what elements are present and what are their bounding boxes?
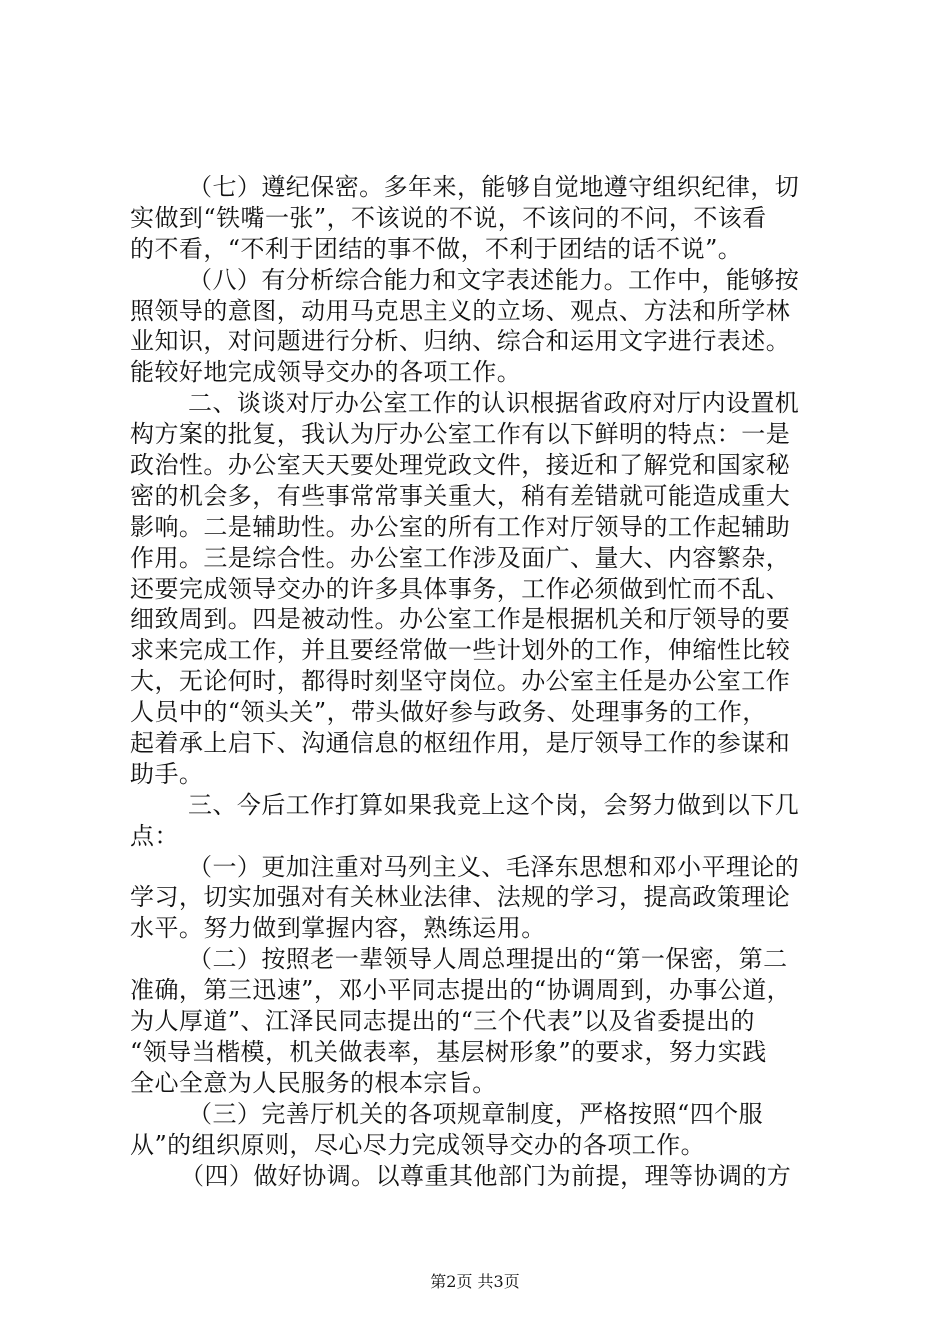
text-line: 二、谈谈对厅办公室工作的认识根据省政府对厅内设置机	[188, 389, 800, 418]
document-body	[130, 172, 830, 1191]
text-line: （七）遵纪保密。多年来，能够自觉地遵守组织纪律，切	[188, 173, 800, 201]
text-line: 求来完成工作，并且要经常做一些计划外的工作，伸缩性比较	[130, 636, 791, 665]
text-line: 的不看，“不利于团结的事不做，不利于团结的话不说”。	[130, 234, 743, 263]
text-line: 准确，第三迅速”，邓小平同志提出的“协调周到，办事公道，	[130, 976, 792, 1005]
text-line: 人员中的“领头关”，带头做好参与政务、处理事务的工作，	[130, 698, 767, 727]
text-line: （四）做好协调。以尊重其他部门为前提，理等协调的方	[180, 1161, 792, 1190]
text-line: 细致周到。四是被动性。办公室工作是根据机关和厅领导的要	[130, 605, 791, 634]
text-line: （三）完善厅机关的各项规章制度，严格按照“四个服	[188, 1099, 764, 1128]
text-line: 大，无论何时，都得时刻坚守岗位。办公室主任是办公室工作	[130, 667, 791, 696]
text-line: 还要完成领导交办的许多具体事务，工作必须做到忙而不乱、	[130, 574, 791, 603]
text-line: 影响。二是辅助性。办公室的所有工作对厅领导的工作起辅助	[130, 512, 791, 541]
page-number-footer: 第2页 共3页	[430, 1272, 520, 1291]
text-line: （二）按照老一辈领导人周总理提出的“第一保密，第二	[188, 945, 788, 974]
text-line: 照领导的意图，动用马克思主义的立场、观点、方法和所学林	[130, 296, 791, 325]
text-line: 点：	[130, 821, 179, 850]
text-line: 三、今后工作打算如果我竞上这个岗，会努力做到以下几	[188, 790, 800, 819]
text-line: 起着承上启下、沟通信息的枢纽作用，是厅领导工作的参谋和	[130, 729, 791, 758]
text-line: 密的机会多，有些事常常事关重大，稍有差错就可能造成重大	[130, 481, 791, 510]
text-line: （八）有分析综合能力和文字表述能力。工作中，能够按	[188, 265, 800, 294]
text-line: 政治性。办公室天天要处理党政文件，接近和了解党和国家秘	[130, 451, 791, 480]
text-line: 能较好地完成领导交办的各项工作。	[130, 358, 522, 387]
text-line: 从”的组织原则，尽心尽力完成领导交办的各项工作。	[130, 1130, 706, 1159]
text-line: （一）更加注重对马列主义、毛泽东思想和邓小平理论的	[188, 852, 800, 881]
text-line: 水平。努力做到掌握内容，熟练运用。	[130, 914, 546, 943]
text-line: 为人厚道”、江泽民同志提出的“三个代表”以及省委提出的	[130, 1007, 755, 1036]
text-line: 实做到“铁嘴一张”，不该说的不说，不该问的不问，不该看	[130, 203, 767, 232]
text-line: 构方案的批复，我认为厅办公室工作有以下鲜明的特点：一是	[130, 420, 791, 449]
text-line: 助手。	[130, 759, 204, 788]
text-line: 作用。三是综合性。办公室工作涉及面广、量大、内容繁杂，	[130, 543, 791, 572]
text-line: 业知识，对问题进行分析、归纳、综合和运用文字进行表述。	[130, 327, 791, 356]
text-line: 学习，切实加强对有关林业法律、法规的学习，提高政策理论	[130, 883, 791, 912]
text-line: “领导当楷模，机关做表率，基层树形象”的要求，努力实践	[130, 1037, 767, 1066]
text-line: 全心全意为人民服务的根本宗旨。	[130, 1068, 497, 1097]
